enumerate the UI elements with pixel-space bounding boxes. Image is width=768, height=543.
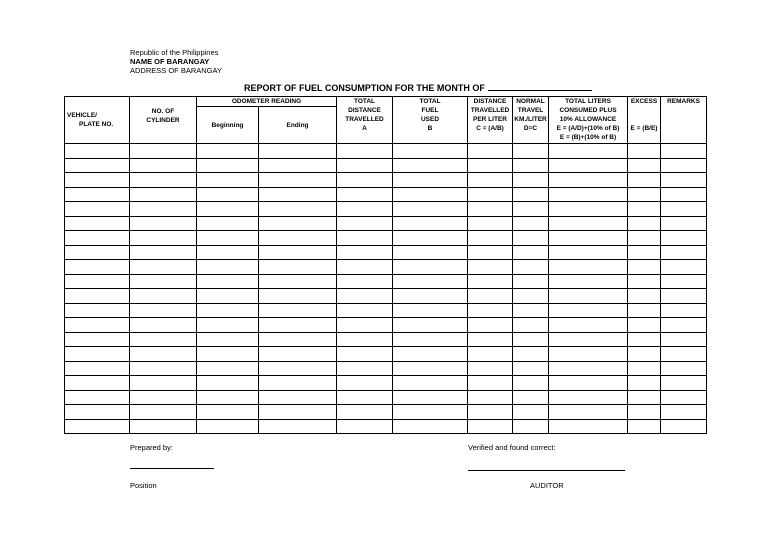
table-row: [65, 245, 707, 260]
table-cell[interactable]: [197, 245, 259, 260]
table-cell[interactable]: [259, 231, 337, 246]
table-cell[interactable]: [468, 419, 513, 434]
table-cell[interactable]: [197, 419, 259, 434]
table-cell[interactable]: [661, 347, 707, 362]
table-row: [65, 405, 707, 420]
table-cell[interactable]: [259, 202, 337, 217]
table-cell[interactable]: [130, 274, 197, 289]
table-cell[interactable]: [468, 245, 513, 260]
table-cell[interactable]: [65, 419, 130, 434]
table-cell[interactable]: [513, 289, 549, 304]
table-cell[interactable]: [661, 419, 707, 434]
table-cell[interactable]: [513, 245, 549, 260]
prepared-by-label: Prepared by:: [130, 443, 173, 452]
table-cell[interactable]: [628, 202, 661, 217]
table-cell[interactable]: [468, 303, 513, 318]
table-cell[interactable]: [393, 144, 468, 159]
normal-travel-line-3: KM./LITER: [514, 116, 547, 123]
table-row: [65, 260, 707, 275]
table-cell[interactable]: [130, 318, 197, 333]
beginning-header: Beginning: [197, 107, 259, 144]
table-cell[interactable]: [259, 376, 337, 391]
table-cell[interactable]: [130, 245, 197, 260]
table-row: [65, 376, 707, 391]
table-cell[interactable]: [337, 274, 393, 289]
table-cell[interactable]: [65, 216, 130, 231]
table-cell[interactable]: [337, 332, 393, 347]
table-cell[interactable]: [468, 318, 513, 333]
table-cell[interactable]: [468, 144, 513, 159]
table-cell[interactable]: [628, 419, 661, 434]
table-cell[interactable]: [393, 260, 468, 275]
table-cell[interactable]: [393, 376, 468, 391]
table-cell[interactable]: [197, 318, 259, 333]
table-cell[interactable]: [628, 405, 661, 420]
table-cell[interactable]: [259, 289, 337, 304]
table-cell[interactable]: [549, 376, 628, 391]
table-row: [65, 347, 707, 362]
table-cell[interactable]: [513, 260, 549, 275]
table-cell[interactable]: [513, 231, 549, 246]
excess-line-2: E = (B/E): [630, 125, 658, 132]
table-cell[interactable]: [468, 390, 513, 405]
normal-travel-header: [513, 97, 549, 144]
table-cell[interactable]: [628, 187, 661, 202]
table-cell[interactable]: [549, 231, 628, 246]
table-cell[interactable]: [65, 405, 130, 420]
table-cell[interactable]: [468, 158, 513, 173]
table-cell[interactable]: [549, 405, 628, 420]
table-cell[interactable]: [197, 144, 259, 159]
table-cell[interactable]: [661, 231, 707, 246]
table-cell[interactable]: [393, 245, 468, 260]
table-cell[interactable]: [549, 347, 628, 362]
table-cell[interactable]: [661, 405, 707, 420]
table-cell[interactable]: [337, 216, 393, 231]
table-cell[interactable]: [337, 405, 393, 420]
table-cell[interactable]: [661, 303, 707, 318]
table-cell[interactable]: [513, 376, 549, 391]
table-row: [65, 216, 707, 231]
table-cell[interactable]: [628, 361, 661, 376]
table-cell[interactable]: [393, 318, 468, 333]
table-cell[interactable]: [661, 216, 707, 231]
table-cell[interactable]: [259, 216, 337, 231]
table-cell[interactable]: [513, 158, 549, 173]
table-cell[interactable]: [549, 187, 628, 202]
table-cell[interactable]: [661, 144, 707, 159]
table-cell[interactable]: [393, 173, 468, 188]
table-cell[interactable]: [393, 216, 468, 231]
table-row: [65, 289, 707, 304]
report-title-text: REPORT OF FUEL CONSUMPTION FOR THE MONTH OF: [244, 83, 485, 93]
table-cell[interactable]: [337, 361, 393, 376]
table-cell[interactable]: [130, 303, 197, 318]
table-cell[interactable]: [65, 332, 130, 347]
table-cell[interactable]: [513, 347, 549, 362]
table-cell[interactable]: [65, 231, 130, 246]
table-cell[interactable]: [628, 332, 661, 347]
table-row: [65, 173, 707, 188]
table-cell[interactable]: [513, 332, 549, 347]
table-cell[interactable]: [337, 158, 393, 173]
normal-travel-line-4: D=C: [523, 125, 538, 132]
table-cell[interactable]: [628, 173, 661, 188]
table-cell[interactable]: [513, 405, 549, 420]
table-cell[interactable]: [628, 390, 661, 405]
table-row: [65, 361, 707, 376]
table-cell[interactable]: [513, 303, 549, 318]
table-cell[interactable]: [393, 289, 468, 304]
table-cell[interactable]: [130, 260, 197, 275]
verified-label: Verified and found correct:: [468, 443, 556, 452]
table-cell[interactable]: [549, 158, 628, 173]
table-cell[interactable]: [513, 187, 549, 202]
table-row: [65, 158, 707, 173]
table-cell[interactable]: [130, 231, 197, 246]
table-cell[interactable]: [393, 332, 468, 347]
table-cell[interactable]: [468, 405, 513, 420]
table-row: [65, 419, 707, 434]
total-fuel-line-2: FUEL: [421, 107, 439, 114]
table-cell[interactable]: [65, 390, 130, 405]
total-distance-line-2: DISTANCE: [348, 107, 381, 114]
table-cell[interactable]: [628, 260, 661, 275]
prepared-by-signature-line[interactable]: [130, 468, 214, 469]
table-cell[interactable]: [65, 347, 130, 362]
excess-line-1: EXCESS: [630, 98, 658, 105]
table-cell[interactable]: [337, 260, 393, 275]
table-cell[interactable]: [259, 390, 337, 405]
table-cell[interactable]: [337, 245, 393, 260]
barangay-address: ADDRESS OF BARANGAY: [130, 66, 222, 75]
dpl-line-1: DISTANCE: [473, 98, 507, 105]
table-cell[interactable]: [661, 274, 707, 289]
table-cell[interactable]: [65, 144, 130, 159]
table-cell[interactable]: [337, 390, 393, 405]
table-cell[interactable]: [393, 158, 468, 173]
table-cell[interactable]: [337, 187, 393, 202]
table-cell[interactable]: [259, 173, 337, 188]
table-cell[interactable]: [549, 318, 628, 333]
table-cell[interactable]: [628, 216, 661, 231]
table-cell[interactable]: [130, 332, 197, 347]
table-cell[interactable]: [628, 347, 661, 362]
table-cell[interactable]: [65, 187, 130, 202]
total-distance-line-4: A: [362, 125, 367, 132]
table-cell[interactable]: [259, 144, 337, 159]
table-cell[interactable]: [468, 332, 513, 347]
dpl-line-3: PER LITER: [473, 116, 507, 123]
total-liters-line-2: CONSUMED PLUS: [559, 107, 617, 114]
table-cell[interactable]: [130, 347, 197, 362]
table-row: [65, 144, 707, 159]
table-cell[interactable]: [197, 361, 259, 376]
table-cell[interactable]: [513, 318, 549, 333]
table-cell[interactable]: [130, 361, 197, 376]
table-cell[interactable]: [130, 405, 197, 420]
table-cell[interactable]: [513, 216, 549, 231]
table-cell[interactable]: [661, 361, 707, 376]
table-cell[interactable]: [197, 303, 259, 318]
table-cell[interactable]: [661, 187, 707, 202]
table-cell[interactable]: [337, 419, 393, 434]
table-cell[interactable]: [65, 173, 130, 188]
table-cell[interactable]: [337, 202, 393, 217]
total-fuel-line-1: TOTAL: [419, 98, 441, 105]
table-cell[interactable]: [259, 318, 337, 333]
total-fuel-header: [393, 97, 468, 144]
republic-label: Republic of the Philippines: [130, 48, 219, 57]
table-cell[interactable]: [197, 274, 259, 289]
total-liters-header: [549, 97, 628, 144]
table-cell[interactable]: [468, 231, 513, 246]
table-cell[interactable]: [197, 158, 259, 173]
table-cell[interactable]: [65, 260, 130, 275]
table-row: [65, 332, 707, 347]
total-fuel-line-4: B: [427, 125, 433, 132]
normal-travel-line-2: TRAVEL: [517, 107, 544, 114]
table-cell[interactable]: [661, 376, 707, 391]
table-row: [65, 202, 707, 217]
table-cell[interactable]: [549, 260, 628, 275]
table-cell[interactable]: [549, 419, 628, 434]
vehicle-plate-header: [65, 97, 130, 144]
table-cell[interactable]: [197, 347, 259, 362]
table-cell[interactable]: [661, 158, 707, 173]
total-distance-line-1: TOTAL: [353, 98, 376, 105]
table-cell[interactable]: [197, 187, 259, 202]
cylinder-header: [130, 97, 197, 144]
table-cell[interactable]: [65, 376, 130, 391]
total-fuel-line-3: USED: [420, 116, 440, 123]
table-cell[interactable]: [130, 158, 197, 173]
table-cell[interactable]: [549, 245, 628, 260]
table-cell[interactable]: [197, 332, 259, 347]
table-cell[interactable]: [468, 347, 513, 362]
table-cell[interactable]: [628, 376, 661, 391]
table-cell[interactable]: [468, 361, 513, 376]
table-cell[interactable]: [130, 202, 197, 217]
table-cell[interactable]: [628, 231, 661, 246]
month-blank[interactable]: [488, 82, 592, 91]
table-cell[interactable]: [549, 173, 628, 188]
dpl-line-4: C = (A/B): [476, 125, 504, 132]
table-cell[interactable]: [661, 332, 707, 347]
table-cell[interactable]: [65, 245, 130, 260]
table-cell[interactable]: [393, 274, 468, 289]
table-cell[interactable]: [337, 376, 393, 391]
total-liters-line-3: 10% ALLOWANCE: [559, 116, 617, 123]
table-cell[interactable]: [549, 216, 628, 231]
table-cell[interactable]: [549, 202, 628, 217]
table-cell[interactable]: [513, 202, 549, 217]
distance-per-liter-header: [468, 97, 513, 144]
table-cell[interactable]: [259, 274, 337, 289]
table-cell[interactable]: [393, 419, 468, 434]
table-cell[interactable]: [661, 245, 707, 260]
table-cell[interactable]: [197, 405, 259, 420]
table-cell[interactable]: [259, 158, 337, 173]
table-cell[interactable]: [513, 419, 549, 434]
table-row: [65, 274, 707, 289]
table-cell[interactable]: [549, 289, 628, 304]
table-cell[interactable]: [130, 144, 197, 159]
table-cell[interactable]: [513, 274, 549, 289]
table-cell[interactable]: [197, 289, 259, 304]
position-label: Position: [130, 481, 157, 490]
table-cell[interactable]: [468, 187, 513, 202]
table-cell[interactable]: [197, 376, 259, 391]
table-cell[interactable]: [468, 216, 513, 231]
table-cell[interactable]: [259, 405, 337, 420]
normal-travel-line-1: NORMAL: [516, 98, 545, 105]
table-row: [65, 231, 707, 246]
table-cell[interactable]: [259, 245, 337, 260]
table-cell[interactable]: [393, 390, 468, 405]
table-cell[interactable]: [337, 289, 393, 304]
table-cell[interactable]: [65, 202, 130, 217]
cylinder-line-1: NO. OF: [151, 108, 175, 115]
table-cell[interactable]: [628, 158, 661, 173]
table-cell[interactable]: [549, 144, 628, 159]
table-cell[interactable]: [661, 202, 707, 217]
table-row: [65, 187, 707, 202]
table-cell[interactable]: [468, 376, 513, 391]
table-cell[interactable]: [65, 158, 130, 173]
table-cell[interactable]: [549, 332, 628, 347]
fuel-consumption-table: [64, 96, 707, 434]
remarks-header: REMARKS: [661, 97, 707, 144]
table-cell[interactable]: [628, 303, 661, 318]
table-cell[interactable]: [337, 347, 393, 362]
table-cell[interactable]: [549, 274, 628, 289]
table-cell[interactable]: [130, 419, 197, 434]
table-cell[interactable]: [65, 274, 130, 289]
vehicle-line-2: PLATE NO.: [79, 121, 114, 128]
table-cell[interactable]: [549, 361, 628, 376]
table-cell[interactable]: [65, 289, 130, 304]
total-distance-line-3: TRAVELLED: [345, 116, 384, 123]
table-cell[interactable]: [628, 318, 661, 333]
table-cell[interactable]: [337, 144, 393, 159]
excess-header: [628, 97, 661, 144]
table-row: [65, 318, 707, 333]
table-cell[interactable]: [259, 303, 337, 318]
table-cell[interactable]: [337, 173, 393, 188]
barangay-name: NAME OF BARANGAY: [130, 57, 210, 66]
table-cell[interactable]: [549, 303, 628, 318]
table-cell[interactable]: [513, 390, 549, 405]
table-cell[interactable]: [661, 318, 707, 333]
ending-header: Ending: [259, 107, 337, 144]
table-cell[interactable]: [65, 361, 130, 376]
table-cell[interactable]: [65, 318, 130, 333]
table-cell[interactable]: [197, 390, 259, 405]
table-cell[interactable]: [130, 376, 197, 391]
table-cell[interactable]: [393, 231, 468, 246]
table-cell[interactable]: [259, 361, 337, 376]
table-cell[interactable]: [197, 260, 259, 275]
table-cell[interactable]: [259, 347, 337, 362]
table-cell[interactable]: [259, 332, 337, 347]
table-row: [65, 303, 707, 318]
table-cell[interactable]: [337, 318, 393, 333]
table-cell[interactable]: [468, 260, 513, 275]
total-distance-header: [337, 97, 393, 144]
table-cell[interactable]: [393, 202, 468, 217]
auditor-label: AUDITOR: [530, 481, 564, 490]
table-cell[interactable]: [661, 289, 707, 304]
table-cell[interactable]: [65, 303, 130, 318]
table-cell[interactable]: [628, 274, 661, 289]
cylinder-line-2: CYLINDER: [146, 117, 180, 124]
report-title: [244, 82, 592, 93]
total-liters-line-5: E = (B)+(10% of B): [559, 134, 617, 141]
table-cell[interactable]: [259, 187, 337, 202]
table-cell[interactable]: [393, 187, 468, 202]
table-cell[interactable]: [549, 390, 628, 405]
table-cell[interactable]: [197, 216, 259, 231]
table-cell[interactable]: [661, 260, 707, 275]
table-cell[interactable]: [468, 173, 513, 188]
table-cell[interactable]: [130, 289, 197, 304]
table-cell[interactable]: [468, 289, 513, 304]
table-cell[interactable]: [628, 144, 661, 159]
table-cell[interactable]: [393, 303, 468, 318]
table-cell[interactable]: [393, 361, 468, 376]
table-cell[interactable]: [661, 173, 707, 188]
table-cell[interactable]: [197, 231, 259, 246]
table-cell[interactable]: [259, 260, 337, 275]
auditor-signature-line[interactable]: [468, 470, 625, 471]
table-cell[interactable]: [468, 274, 513, 289]
vehicle-line-1: VEHICLE/: [67, 112, 97, 119]
table-cell[interactable]: [513, 361, 549, 376]
table-cell[interactable]: [130, 173, 197, 188]
table-cell[interactable]: [130, 187, 197, 202]
table-cell[interactable]: [130, 216, 197, 231]
table-cell[interactable]: [661, 390, 707, 405]
table-cell[interactable]: [468, 202, 513, 217]
table-cell[interactable]: [628, 245, 661, 260]
table-cell[interactable]: [337, 231, 393, 246]
table-cell[interactable]: [259, 419, 337, 434]
table-cell[interactable]: [197, 202, 259, 217]
table-cell[interactable]: [337, 303, 393, 318]
dpl-line-2: TRAVELLED: [470, 107, 510, 114]
table-cell[interactable]: [393, 347, 468, 362]
total-liters-line-1: TOTAL LITERS: [565, 98, 611, 105]
total-liters-line-4: E = (A/D)+(10% of B): [556, 125, 620, 132]
table-cell[interactable]: [628, 289, 661, 304]
table-cell[interactable]: [130, 390, 197, 405]
table-cell[interactable]: [393, 405, 468, 420]
table-row: [65, 390, 707, 405]
table-body: [65, 144, 707, 434]
table-cell[interactable]: [513, 173, 549, 188]
table-cell[interactable]: [513, 144, 549, 159]
table-cell[interactable]: [197, 173, 259, 188]
odometer-header: ODOMETER READING: [197, 97, 337, 107]
